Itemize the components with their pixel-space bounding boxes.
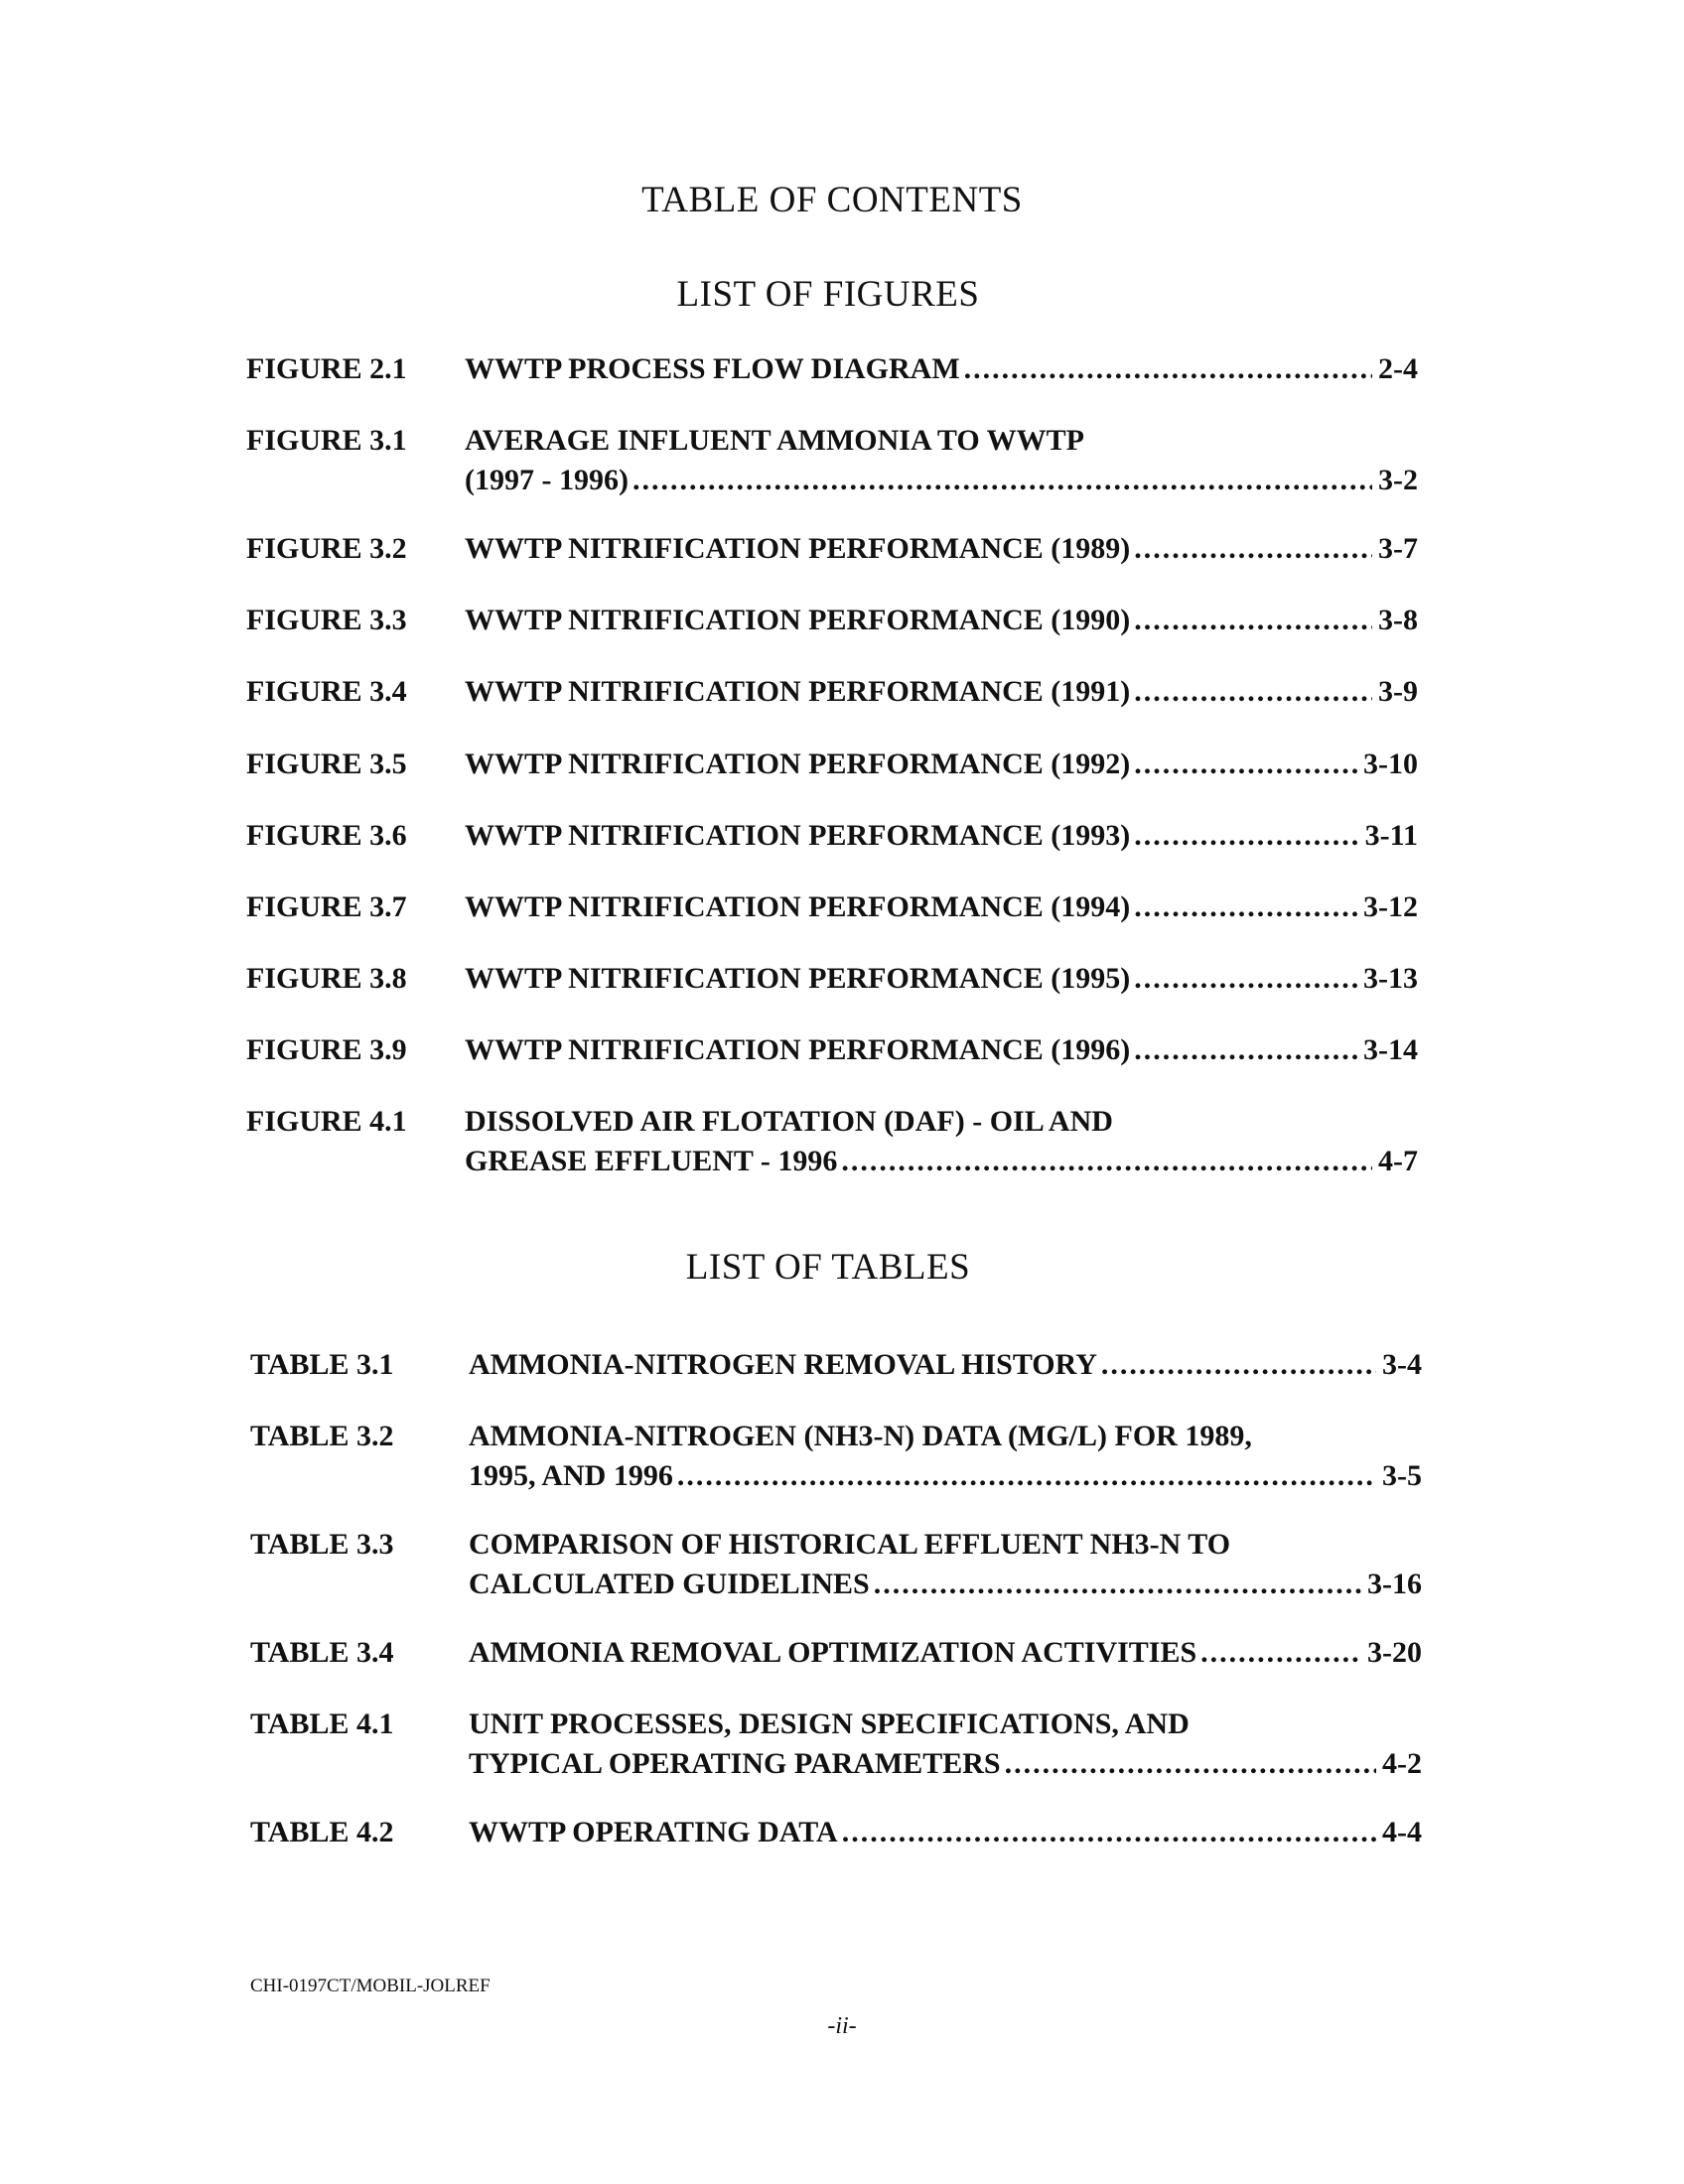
dot-leader — [1134, 887, 1357, 927]
dot-leader — [842, 1813, 1376, 1852]
dot-leader — [677, 1456, 1376, 1496]
list-of-tables-heading: LIST OF TABLES — [685, 1247, 971, 1288]
entry-title: WWTP NITRIFICATION PERFORMANCE (1996) — [465, 1033, 1131, 1066]
entry-title: WWTP NITRIFICATION PERFORMANCE (1995) — [465, 962, 1131, 995]
entry-page: 4-4 — [1382, 1816, 1422, 1848]
entry-title: DISSOLVED AIR FLOTATION (DAF) - OIL AND — [465, 1105, 1113, 1138]
entry-page: 4-2 — [1382, 1747, 1422, 1780]
entry-title: WWTP NITRIFICATION PERFORMANCE (1992) — [465, 748, 1131, 780]
entry-label: FIGURE 3.7 — [246, 890, 407, 923]
dot-leader — [1134, 529, 1372, 569]
dot-leader — [841, 1142, 1372, 1181]
entry-title: AVERAGE INFLUENT AMMONIA TO WWTP — [465, 424, 1085, 457]
entry-title: WWTP NITRIFICATION PERFORMANCE (1994) — [465, 890, 1131, 923]
entry-title-continued: CALCULATED GUIDELINES — [469, 1568, 870, 1600]
dot-leader — [632, 461, 1372, 500]
entry-title: AMMONIA REMOVAL OPTIMIZATION ACTIVITIES — [469, 1636, 1197, 1669]
document-code: CHI-0197CT/MOBIL-JOLREF — [250, 1976, 491, 1996]
entry-page: 3-7 — [1378, 532, 1418, 565]
dot-leader — [1134, 1030, 1357, 1070]
entry-label: FIGURE 3.2 — [246, 532, 407, 565]
entry-label: TABLE 3.2 — [250, 1420, 394, 1452]
entry-page: 3-5 — [1382, 1459, 1422, 1492]
entry-page: 3-2 — [1378, 464, 1418, 496]
entry-label: FIGURE 3.3 — [246, 604, 407, 636]
entry-title-continued: (1997 - 1996) — [465, 464, 629, 496]
page-number: -ii- — [827, 2013, 857, 2039]
entry-label: FIGURE 3.9 — [246, 1033, 407, 1066]
entry-label: TABLE 3.3 — [250, 1528, 394, 1561]
entry-page: 3-10 — [1363, 748, 1418, 780]
entry-label: FIGURE 2.1 — [246, 352, 407, 385]
dot-leader — [1101, 1345, 1376, 1385]
entry-label: TABLE 3.1 — [250, 1348, 394, 1381]
entry-title: WWTP PROCESS FLOW DIAGRAM — [465, 352, 960, 385]
entry-title: WWTP NITRIFICATION PERFORMANCE (1989) — [465, 532, 1131, 565]
entry-title: WWTP NITRIFICATION PERFORMANCE (1990) — [465, 604, 1131, 636]
dot-leader — [1134, 816, 1358, 856]
entry-page: 3-16 — [1367, 1568, 1422, 1600]
entry-title: WWTP NITRIFICATION PERFORMANCE (1993) — [465, 819, 1131, 852]
entry-label: TABLE 3.4 — [250, 1636, 394, 1669]
entry-title: AMMONIA-NITROGEN REMOVAL HISTORY — [469, 1348, 1097, 1381]
entry-title-continued: TYPICAL OPERATING PARAMETERS — [469, 1747, 1001, 1780]
entry-title: UNIT PROCESSES, DESIGN SPECIFICATIONS, AND — [469, 1707, 1190, 1740]
entry-page: 3-8 — [1378, 604, 1418, 636]
dot-leader — [1134, 959, 1357, 999]
page-title: TABLE OF CONTENTS — [641, 180, 1023, 220]
entry-page: 3-4 — [1382, 1348, 1422, 1381]
entry-page: 3-12 — [1363, 890, 1418, 923]
entry-page: 2-4 — [1378, 352, 1418, 385]
dot-leader — [1134, 745, 1357, 784]
entry-title: AMMONIA-NITROGEN (NH3-N) DATA (MG/L) FOR 1989, — [469, 1420, 1252, 1452]
entry-title: COMPARISON OF HISTORICAL EFFLUENT NH3-N TO — [469, 1528, 1231, 1561]
entry-title: WWTP NITRIFICATION PERFORMANCE (1991) — [465, 675, 1131, 708]
entry-page: 3-11 — [1364, 819, 1418, 852]
dot-leader — [1134, 601, 1372, 640]
dot-leader — [1200, 1633, 1361, 1673]
dot-leader — [964, 349, 1372, 389]
entry-title-continued: 1995, AND 1996 — [469, 1459, 673, 1492]
entry-title: WWTP OPERATING DATA — [469, 1816, 838, 1848]
dot-leader — [1005, 1744, 1376, 1784]
entry-label: FIGURE 3.6 — [246, 819, 407, 852]
entry-label: TABLE 4.2 — [250, 1816, 394, 1848]
entry-label: FIGURE 4.1 — [246, 1105, 407, 1138]
entry-label: TABLE 4.1 — [250, 1707, 394, 1740]
entry-page: 3-14 — [1363, 1033, 1418, 1066]
dot-leader — [1134, 672, 1372, 712]
entry-label: FIGURE 3.4 — [246, 675, 407, 708]
entry-page: 3-13 — [1363, 962, 1418, 995]
list-of-figures-heading: LIST OF FIGURES — [676, 274, 980, 315]
entry-page: 3-20 — [1367, 1636, 1422, 1669]
entry-label: FIGURE 3.1 — [246, 424, 407, 457]
entry-page: 3-9 — [1378, 675, 1418, 708]
entry-label: FIGURE 3.8 — [246, 962, 407, 995]
entry-page: 4-7 — [1378, 1145, 1418, 1177]
entry-title-continued: GREASE EFFLUENT - 1996 — [465, 1145, 838, 1177]
entry-label: FIGURE 3.5 — [246, 748, 407, 780]
dot-leader — [874, 1565, 1361, 1604]
